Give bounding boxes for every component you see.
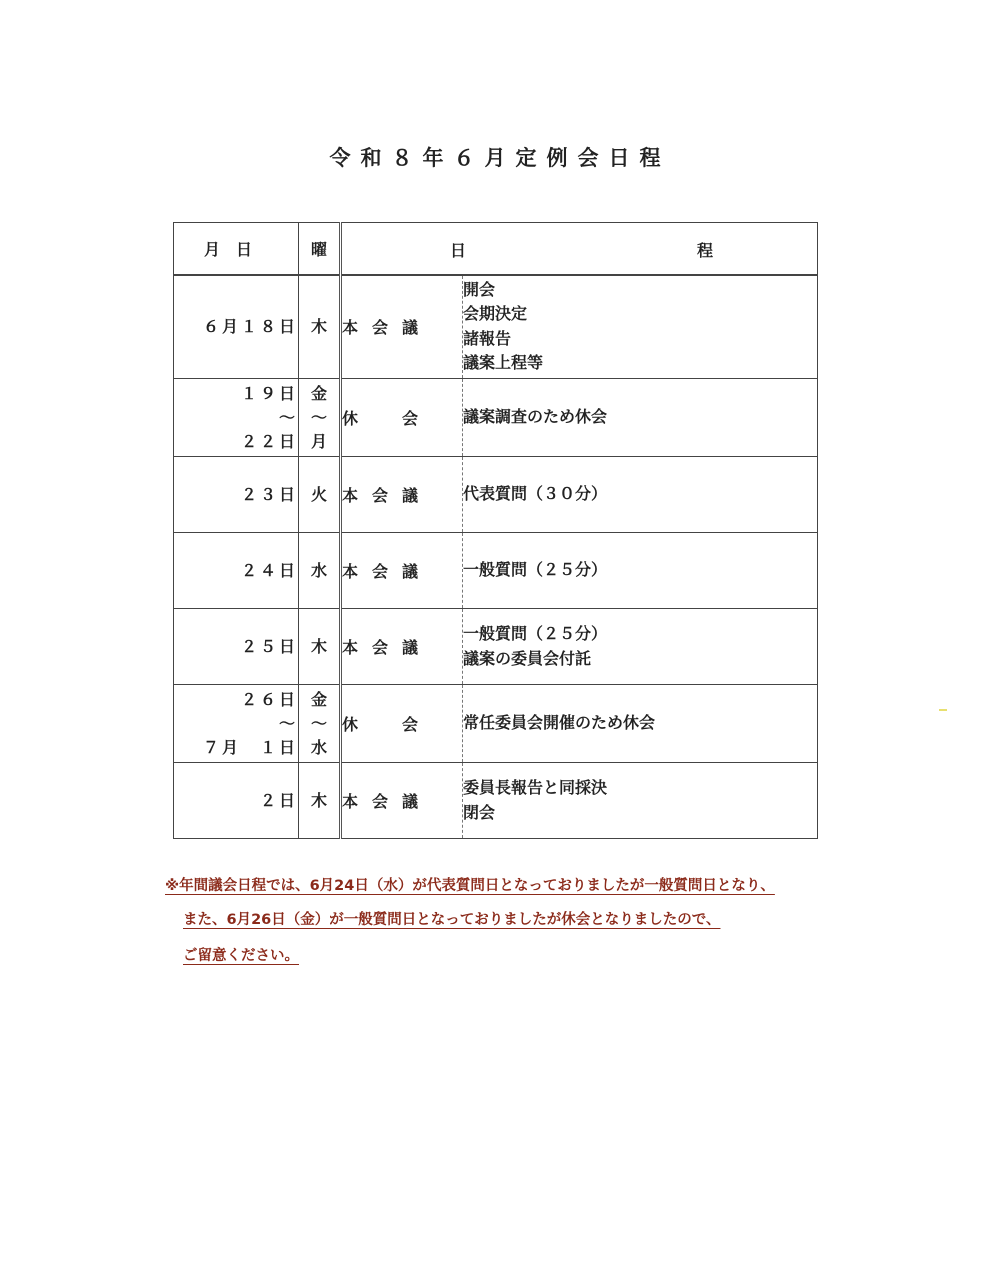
row-date <box>174 763 299 839</box>
row-day-of-week <box>299 275 341 379</box>
header-date: 月日 <box>174 223 299 275</box>
schedule-table <box>173 222 818 839</box>
notice-line-2: また、6月26日（金）が一般質問日となっておりましたが休会となりましたので、 <box>183 912 721 928</box>
notice-line-1: ※年間議会日程では、6月24日（水）が代表質問日となっておりましたが一般質問日となり、 <box>165 878 775 894</box>
header-schedule-char-2: 程 <box>697 241 714 260</box>
row-detail-item: 開会 <box>463 279 496 299</box>
row-details <box>463 685 818 763</box>
row-date <box>174 457 299 533</box>
row-date-line: ２６日 <box>240 689 298 709</box>
row-date-line: ７月 １日 <box>202 737 298 757</box>
row-session-type: 休会 <box>341 685 463 763</box>
row-details <box>463 763 818 839</box>
row-date <box>174 609 299 685</box>
row-day-of-week <box>299 457 341 533</box>
row-session-type: 本会議 <box>341 533 463 609</box>
row-date-line: ６月１８日 <box>202 316 298 336</box>
schedule-row <box>174 275 818 379</box>
row-date-line: １９日 <box>240 383 298 403</box>
row-day-of-week-line: 水 <box>310 737 327 757</box>
row-day-of-week-line: ～ <box>310 407 327 427</box>
row-date <box>174 379 299 457</box>
row-date-line: ～ <box>278 713 298 733</box>
row-date-line: ２５日 <box>240 636 298 656</box>
row-detail-item: 諸報告 <box>463 328 512 348</box>
row-session-type: 本会議 <box>341 609 463 685</box>
row-details <box>463 275 818 379</box>
row-day-of-week-line: 火 <box>310 484 327 504</box>
schedule-row <box>174 533 818 609</box>
table-header-row <box>174 223 818 275</box>
page-title: 令和８年６月定例会日程 <box>329 146 671 170</box>
row-detail-item: 常任委員会開催のため休会 <box>463 713 656 733</box>
row-date-line: ２２日 <box>240 431 298 451</box>
row-day-of-week-line: 水 <box>310 560 327 580</box>
schedule-row <box>174 609 818 685</box>
row-details <box>463 379 818 457</box>
schedule-row <box>174 685 818 763</box>
row-day-of-week <box>299 609 341 685</box>
row-date <box>174 533 299 609</box>
row-session-type: 休会 <box>341 379 463 457</box>
row-detail-item: 委員長報告と同採決 <box>463 778 608 797</box>
row-detail-item: 会期決定 <box>463 304 528 324</box>
row-day-of-week-line: 木 <box>310 636 327 656</box>
row-details <box>463 609 818 685</box>
row-date <box>174 275 299 379</box>
row-day-of-week-line: 木 <box>310 790 327 810</box>
row-session-type: 本会議 <box>341 275 463 379</box>
row-detail-item: 閉会 <box>463 802 496 822</box>
notice-line-3: ご留意ください。 <box>183 948 299 964</box>
row-date-line: ２３日 <box>240 484 298 504</box>
header-day-of-week: 曜 <box>299 223 341 275</box>
schedule-row <box>174 763 818 839</box>
row-day-of-week-line: ～ <box>310 713 327 733</box>
row-detail-item: 一般質問（２５分） <box>463 624 608 643</box>
row-day-of-week <box>299 763 341 839</box>
row-day-of-week <box>299 379 341 457</box>
schedule-row <box>174 457 818 533</box>
row-date-line: ２４日 <box>240 560 298 580</box>
row-day-of-week-line: 金 <box>310 383 327 403</box>
schedule-body <box>174 275 818 839</box>
row-date-line: ～ <box>278 407 298 427</box>
header-schedule <box>341 223 818 275</box>
row-day-of-week-line: 金 <box>310 689 327 709</box>
row-session-type: 本会議 <box>341 763 463 839</box>
row-session-type: 本会議 <box>341 457 463 533</box>
row-day-of-week <box>299 533 341 609</box>
row-detail-item: 一般質問（２５分） <box>463 560 608 580</box>
row-detail-item: 議案上程等 <box>463 353 544 373</box>
row-details <box>463 457 818 533</box>
row-detail-item: 代表質問（３０分） <box>463 484 608 504</box>
row-detail-item: 議案調査のため休会 <box>463 407 608 427</box>
row-detail-item: 議案の委員会付託 <box>463 648 592 668</box>
header-schedule-char-1: 日 <box>450 241 467 260</box>
row-day-of-week <box>299 685 341 763</box>
row-details <box>463 533 818 609</box>
row-date-line: ２日 <box>259 790 298 810</box>
scan-artifact <box>939 709 947 711</box>
row-date <box>174 685 299 763</box>
row-day-of-week-line: 木 <box>310 316 327 336</box>
schedule-row <box>174 379 818 457</box>
row-day-of-week-line: 月 <box>310 431 327 451</box>
